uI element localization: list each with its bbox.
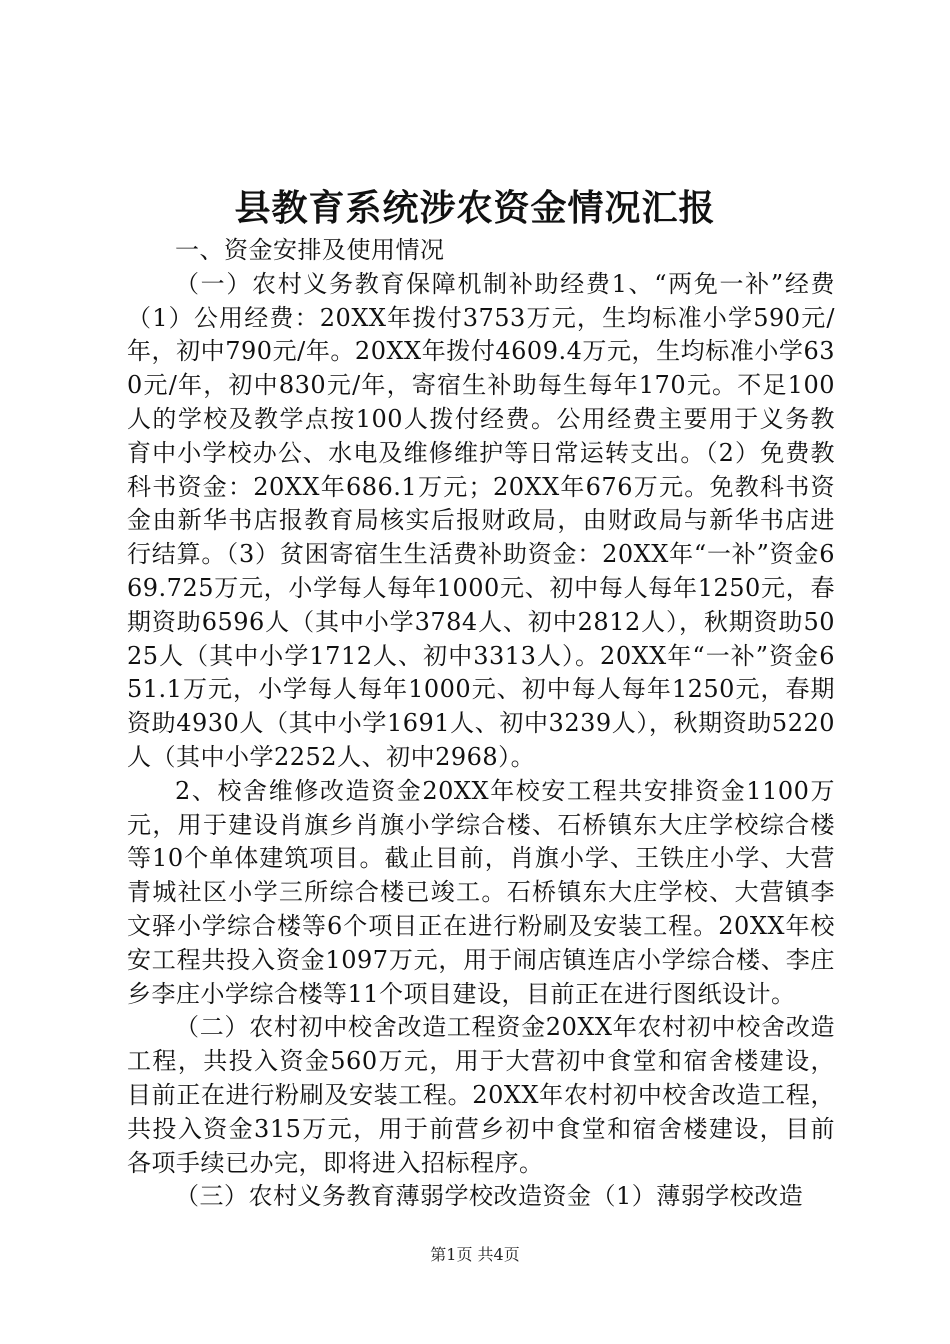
page-footer: 第1页 共4页 — [430, 1245, 520, 1264]
paragraph: （二）农村初中校舍改造工程资金20XX年农村初中校舍改造工程，共投入资金560万元，用于大营初中食堂和宿舍楼建设，目前正在进行粉刷及安装工程。20XX年农村初中校舍改造工程，共投入资金315万元，用于前营乡初中食堂和宿舍楼建设，目前各项手续已办完，即将进入招标程序。 — [127, 1013, 835, 1177]
paragraph: 2、校舍维修改造资金20XX年校安工程共安排资金1100万元，用于建设肖旗乡肖旗小学综合楼、石桥镇东大庄学校综合楼等10个单体建筑项目。截止目前，肖旗小学、王铁庄小学、大营青城社区小学三所综合楼已竣工。石桥镇东大庄学校、大营镇李文驿小学综合楼等6个项目正在进行粉刷及安装工程。20XX年校安工程共投入资金1097万元，用于闹店镇连店小学综合楼、李庄乡李庄小学综合楼等11个项目建设，目前正在进行图纸设计。 — [127, 776, 835, 1008]
section-heading: 一、资金安排及使用情况 — [175, 236, 445, 264]
paragraph: （三）农村义务教育薄弱学校改造资金（1）薄弱学校改造 — [175, 1182, 804, 1211]
paragraph: （一）农村义务教育保障机制补助经费1、“两免一补”经费（1）公用经费：20XX年拨付3753万元，生均标准小学590元/年，初中790元/年。20XX年拨付4609.4万元，生均标准小学630元/年，初中830元/年，寄宿生补助每生每年170元。不足100人的学校及教学点按100人拨付经费。公用经费主要用于义务教育中小学校办公、水电及维修维护等日常运转支出。（2）免费教科书资金：20XX年686.1万元；20XX年676万元。免教科书资金由新华书店报教育局核实后报财政局，由财政局与新华书店进行结算。（3）贫困寄宿生生活费补助资金：20XX年“一补”资金669.725万元，小学每人每年1000元、初中每人每年1250元，春期资助6596人（其中小学3784人、初中2812人），秋期资助5025人（其中小学1712人、初中3313人）。20XX年“一补”资金651.1万元，小学每人每年1000元、初中每人每年1250元，春期资助4930人（其中小学1691人、初中3239人），秋期资助5220人（其中小学2252人、初中2968）。 — [127, 269, 835, 771]
document-title: 县教育系统涉农资金情况汇报 — [234, 187, 716, 229]
document-body — [127, 234, 835, 1214]
